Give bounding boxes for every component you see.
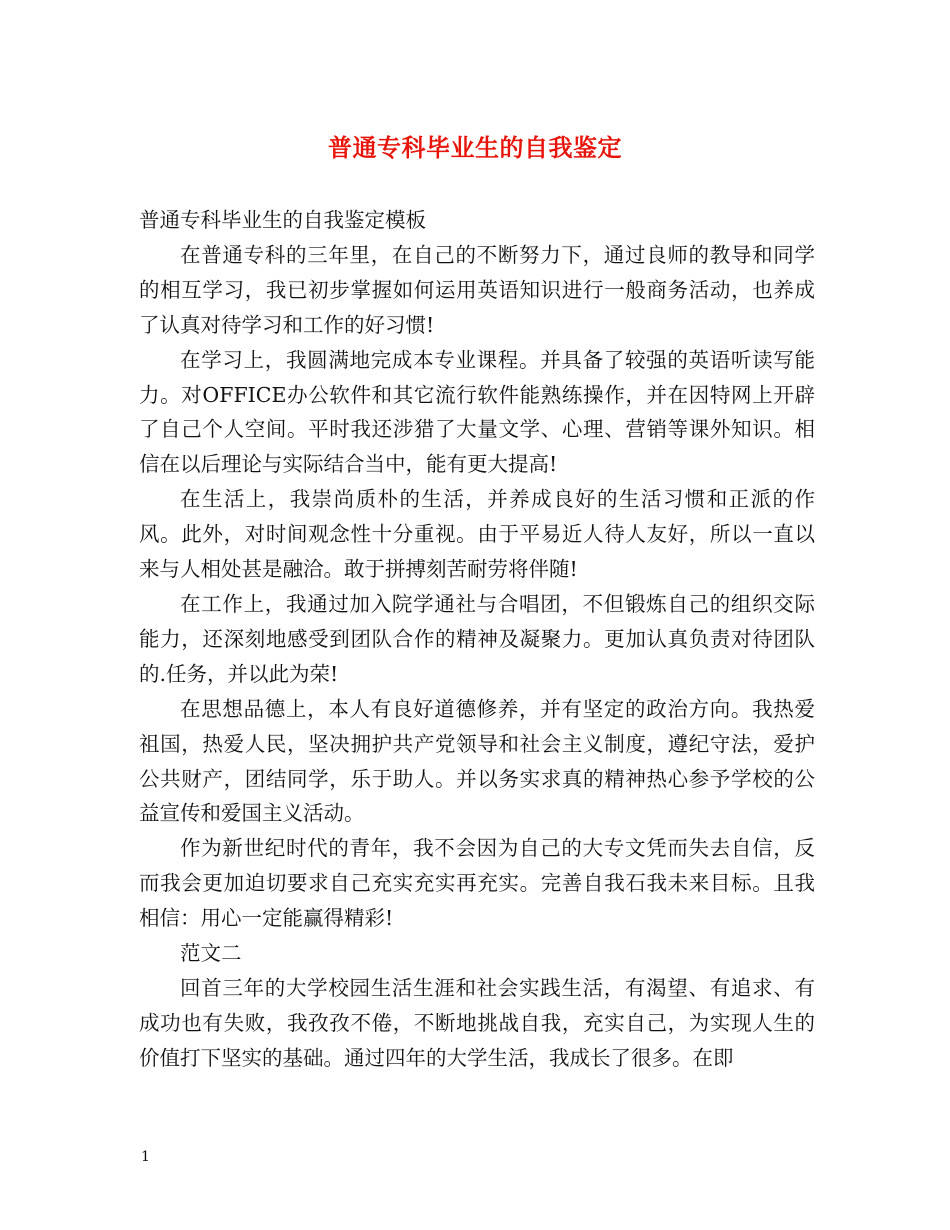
document-title: 普通专科毕业生的自我鉴定 (328, 133, 622, 162)
document-body (139, 203, 815, 1076)
section-heading-sample-two: 范文二 (180, 941, 242, 966)
paragraph-intro: 在普通专科的三年里，在自己的不断努力下，通过良师的教导和同学的相互学习，我已初步掌握如何运用英语知识进行一般商务活动，也养成了认真对待学习和工作的好习惯! (139, 242, 815, 337)
paragraph-work: 在工作上，我通过加入院学通社与合唱团，不但锻炼自己的组织交际能力，还深刻地感受到团队合作的精神及凝聚力。更加认真负责对待团队的.任务，并以此为荣! (139, 591, 815, 686)
subtitle-paragraph: 普通专科毕业生的自我鉴定模板 (139, 208, 426, 232)
paragraph-life: 在生活上，我崇尚质朴的生活，并养成良好的生活习惯和正派的作风。此外，对时间观念性十分重视。由于平易近人待人友好，所以一直以来与人相处甚是融洽。敢于拼搏刻苦耐劳将伴随! (139, 487, 815, 582)
page-number: 1 (141, 1149, 150, 1165)
paragraph-study: 在学习上，我圆满地完成本专业课程。并具备了较强的英语听读写能力。对OFFICE办公软件和其它流行软件能熟练操作，并在因特网上开辟了自己个人空间。平时我还涉猎了大量文学、心理、营销等课外知识。相信在以后理论与实际结合当中，能有更大提高! (139, 347, 815, 477)
paragraph-morality: 在思想品德上，本人有良好道德修养，并有坚定的政治方向。我热爱祖国，热爱人民，坚决拥护共产党领导和社会主义制度，遵纪守法，爱护公共财产，团结同学，乐于助人。并以务实求真的精神热心参予学校的公益宣传和爱国主义活动。 (139, 696, 815, 826)
paragraph-sample-two: 回首三年的大学校园生活生涯和社会实践生活，有渴望、有追求、有成功也有失败，我孜孜不倦，不断地挑战自我，充实自己，为实现人生的价值打下坚实的基础。通过四年的大学生活，我成长了很多。在即 (139, 975, 815, 1070)
paragraph-conclusion: 作为新世纪时代的青年，我不会因为自己的大专文凭而失去自信，反而我会更加迫切要求自己充实充实再充实。完善自我石我未来目标。且我相信：用心一定能赢得精彩! (139, 836, 815, 931)
